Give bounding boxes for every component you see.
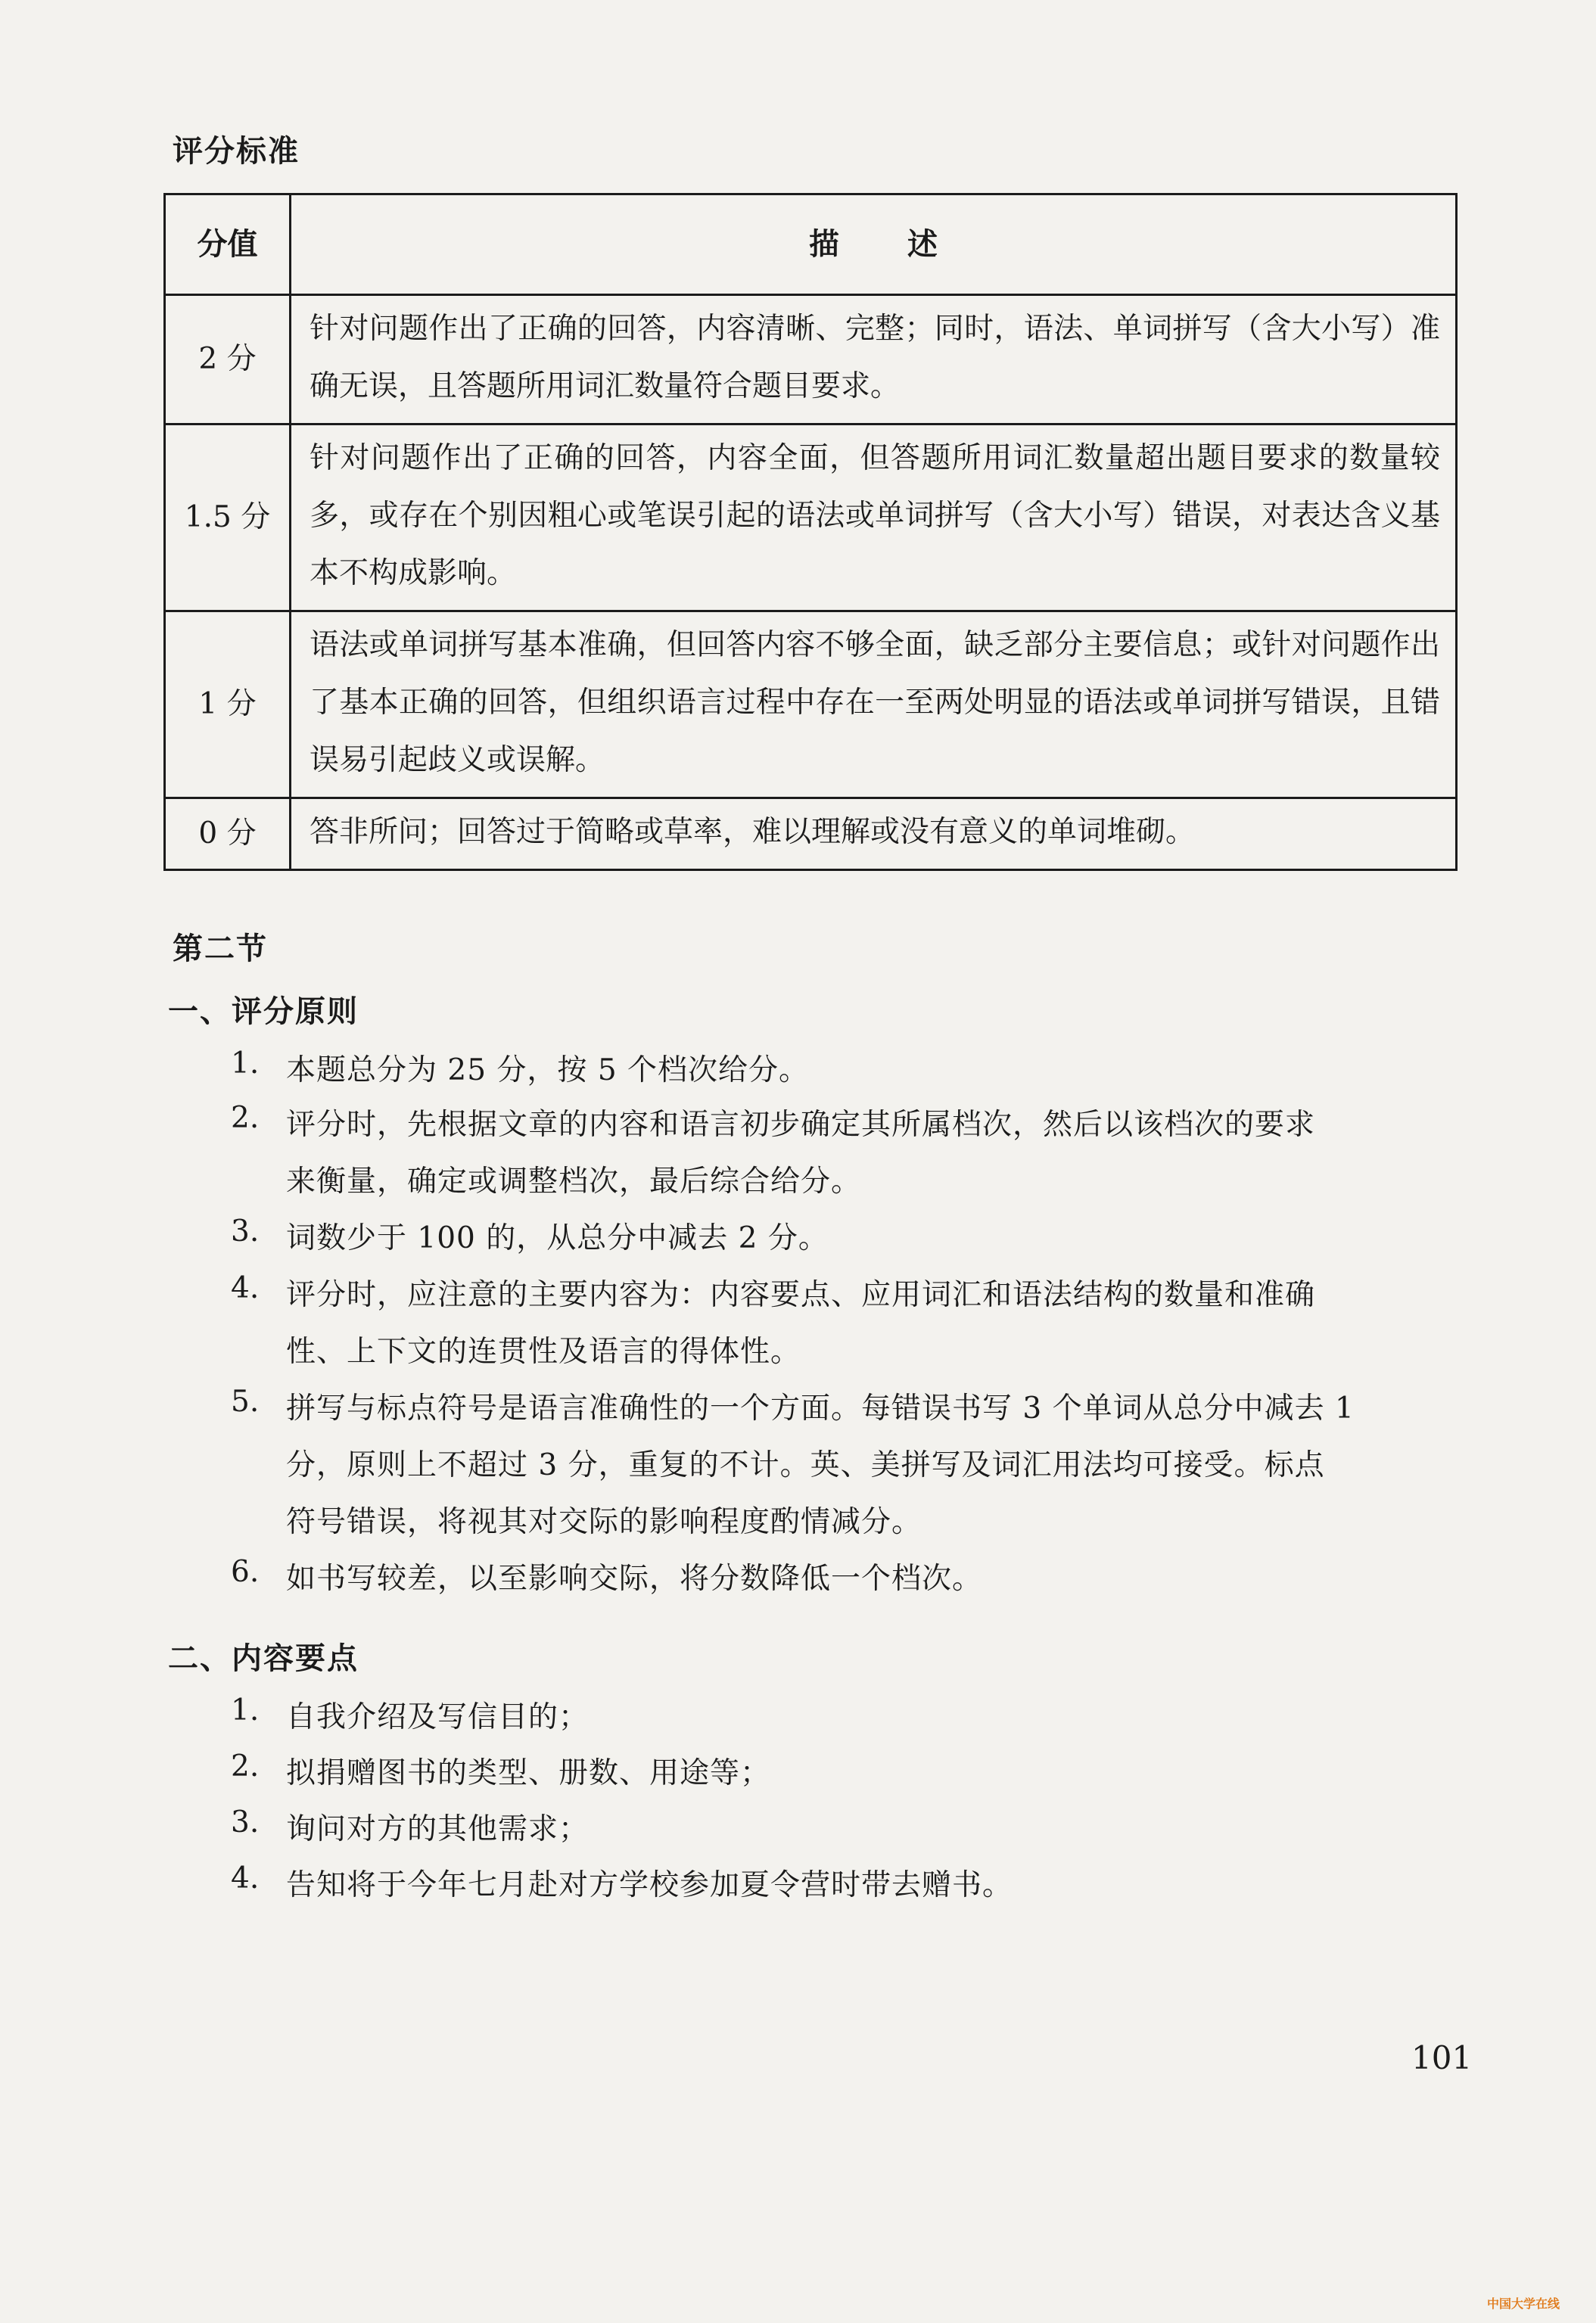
table-header-row [165, 194, 1457, 295]
score-cell: 0 分 [165, 798, 291, 870]
table-row [165, 611, 1457, 798]
list-number: 3. [231, 1214, 260, 1249]
list-item: 拟捐赠图书的类型、册数、用途等； [286, 1756, 771, 1790]
list-number: 1. [231, 1046, 260, 1081]
description-column-header: 描述 [291, 194, 1457, 295]
list-item: 拼写与标点符号是语言准确性的一个方面。每错误书写 3 个单词从总分中减去 1 [286, 1392, 1355, 1426]
list-item: 评分时，先根据文章的内容和语言初步确定其所属档次，然后以该档次的要求 [286, 1108, 1316, 1142]
list-number: 1. [231, 1693, 260, 1727]
page-number: 101 [1411, 2039, 1473, 2076]
list-number: 5. [231, 1385, 260, 1419]
list-item: 告知将于今年七月赴对方学校参加夏令营时带去赠书。 [286, 1868, 1013, 1902]
list-number: 6. [231, 1555, 260, 1589]
description-cell: 答非所问；回答过于简略或草率，难以理解或没有意义的单词堆砌。 [291, 798, 1457, 870]
description-cell: 针对问题作出了正确的回答，内容全面，但答题所用词汇数量超出题目要求的数量较多，或存在个别因粗心或笔误引起的语法或单词拼写（含大小写）错误，对表达含义基本不构成影响。 [291, 424, 1457, 611]
list-item: 本题总分为 25 分，按 5 个档次给分。 [286, 1053, 810, 1087]
score-cell: 1.5 分 [165, 424, 291, 611]
list-item: 词数少于 100 的，从总分中减去 2 分。 [286, 1221, 829, 1255]
list-number: 3. [231, 1805, 260, 1839]
list-item: 自我介绍及写信目的； [286, 1700, 590, 1734]
list-number: 4. [231, 1271, 260, 1305]
section-title: 第二节 [173, 931, 268, 966]
table-row [165, 295, 1457, 424]
table-row [165, 798, 1457, 870]
list-number: 2. [231, 1101, 260, 1135]
rubric-table [163, 193, 1458, 871]
part1-title: 一、评分原则 [168, 994, 359, 1029]
score-cell: 1 分 [165, 611, 291, 798]
list-number: 4. [231, 1861, 260, 1895]
list-item: 评分时，应注意的主要内容为：内容要点、应用词汇和语法结构的数量和准确 [286, 1278, 1316, 1312]
list-item: 符号错误，将视其对交际的影响程度酌情减分。 [286, 1505, 922, 1539]
list-item: 性、上下文的连贯性及语言的得体性。 [286, 1335, 801, 1369]
table-row [165, 424, 1457, 611]
score-cell: 2 分 [165, 295, 291, 424]
list-item: 询问对方的其他需求； [286, 1812, 590, 1846]
list-number: 2. [231, 1749, 260, 1783]
list-item: 分，原则上不超过 3 分，重复的不计。英、美拼写及词汇用法均可接受。标点 [286, 1448, 1325, 1482]
description-cell: 语法或单词拼写基本准确，但回答内容不够全面，缺乏部分主要信息；或针对问题作出了基本正确的回答，但组织语言过程中存在一至两处明显的语法或单词拼写错误，且错误易引起歧义或误解。 [291, 611, 1457, 798]
watermark-text: 中国大学在线 [1487, 2297, 1560, 2311]
rubric-title: 评分标准 [173, 134, 300, 169]
list-item: 来衡量，确定或调整档次，最后综合给分。 [286, 1165, 862, 1199]
score-column-header: 分值 [165, 194, 291, 295]
list-item: 如书写较差，以至影响交际，将分数降低一个档次。 [286, 1562, 983, 1596]
description-cell: 针对问题作出了正确的回答，内容清晰、完整；同时，语法、单词拼写（含大小写）准确无误，且答题所用词汇数量符合题目要求。 [291, 295, 1457, 424]
part2-title: 二、内容要点 [168, 1641, 359, 1676]
